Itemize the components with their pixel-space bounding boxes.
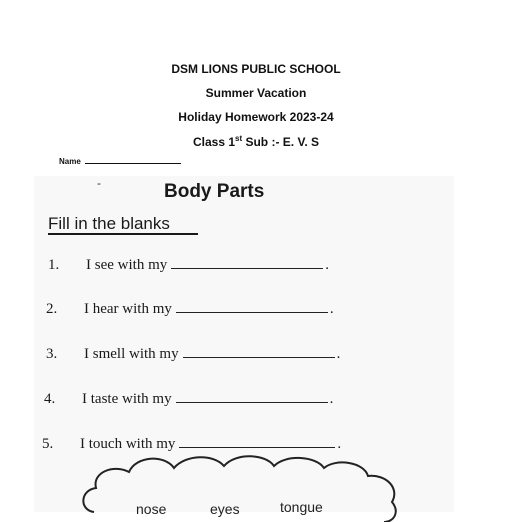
question-5 xyxy=(42,434,341,453)
question-period: . xyxy=(337,436,342,452)
instructions-underline xyxy=(48,233,198,235)
answer-blank[interactable] xyxy=(176,299,328,313)
subject-label: Sub :- E. V. S xyxy=(242,135,320,149)
question-1 xyxy=(48,255,329,274)
question-text: I smell with my xyxy=(84,346,179,362)
answer-blank[interactable] xyxy=(183,344,335,358)
question-2 xyxy=(46,299,334,318)
answer-blank[interactable] xyxy=(171,255,323,269)
word-bank-option: nose xyxy=(136,501,167,517)
homework-title: Holiday Homework 2023-24 xyxy=(178,110,334,124)
school-name: DSM LIONS PUBLIC SCHOOL xyxy=(171,62,341,76)
question-text: I hear with my xyxy=(84,301,172,317)
question-number: 2. xyxy=(46,301,58,317)
question-period: . xyxy=(329,301,334,317)
question-period: . xyxy=(336,346,341,362)
question-period: . xyxy=(325,257,329,273)
instructions-heading: Fill in the blanks xyxy=(48,214,170,233)
name-blank-line[interactable] xyxy=(85,157,181,164)
class-subject-line xyxy=(0,134,512,149)
question-text: I see with my xyxy=(86,257,168,273)
question-period: . xyxy=(329,391,334,407)
word-bank-option: eyes xyxy=(210,501,240,517)
class-prefix: Class 1 xyxy=(192,135,235,149)
answer-blank[interactable] xyxy=(176,389,328,403)
answer-blank[interactable] xyxy=(179,434,335,448)
name-field[interactable] xyxy=(59,157,181,166)
stray-mark: - xyxy=(97,176,101,190)
question-number: 3. xyxy=(46,346,58,362)
question-text: I taste with my xyxy=(82,391,172,407)
class-ordinal-suffix: st xyxy=(235,134,243,143)
name-label: Name xyxy=(59,157,81,166)
question-4 xyxy=(44,389,333,408)
section-title: Body Parts xyxy=(164,181,265,202)
question-text: I touch with my xyxy=(80,436,176,452)
question-number: 4. xyxy=(44,391,56,407)
question-number: 1. xyxy=(48,257,60,273)
question-3 xyxy=(46,344,340,363)
vacation-title: Summer Vacation xyxy=(205,86,307,100)
question-number: 5. xyxy=(42,436,54,452)
word-bank-option: tongue xyxy=(280,499,323,515)
